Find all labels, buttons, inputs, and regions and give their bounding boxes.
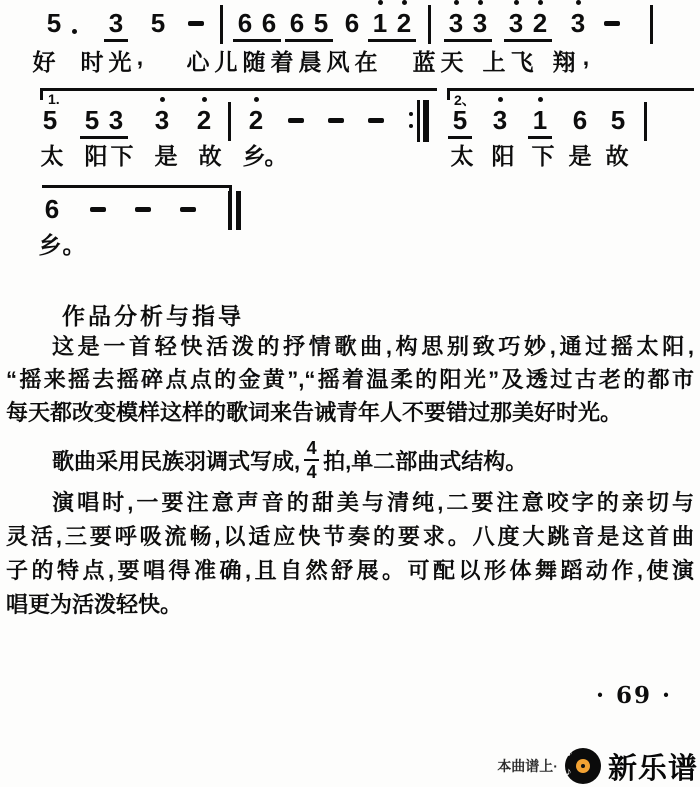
lyric-char: 故 xyxy=(605,143,629,169)
lyric-char: , xyxy=(136,44,144,70)
final-double-barline xyxy=(228,191,242,230)
time-signature-denominator: 4 xyxy=(306,462,317,483)
note-digit: 2 xyxy=(192,105,216,136)
dash-extension xyxy=(90,207,106,212)
volta-1-bracket xyxy=(40,88,437,91)
lyric-char: 着 xyxy=(270,49,294,75)
volta-2-bracket-continuation xyxy=(42,185,232,188)
octave-dot xyxy=(202,97,207,102)
volta-2-bracket-tick xyxy=(447,88,450,100)
lyric-char: 下 xyxy=(110,143,134,169)
note-digit: 5 xyxy=(309,8,333,42)
dash-extension xyxy=(368,118,384,123)
barline xyxy=(428,5,431,44)
music-note-icon: ♪ xyxy=(565,766,572,778)
fraction-bar xyxy=(304,459,319,462)
octave-dot xyxy=(378,0,383,5)
dash-extension xyxy=(135,207,151,212)
note-digit: 5 xyxy=(42,105,58,135)
note-digit: 5 xyxy=(150,8,166,38)
music-line-1-lyrics xyxy=(0,44,700,84)
lyric-char: 。 xyxy=(264,143,288,169)
octave-dot xyxy=(402,0,407,5)
analysis-paragraph-2 xyxy=(6,434,694,486)
volta-2-label: 2、 xyxy=(454,92,476,108)
note-digit: 2 xyxy=(392,8,416,42)
octave-dot xyxy=(454,0,459,5)
note-digit: 5 xyxy=(80,105,104,139)
lyric-char: 下 xyxy=(531,143,555,169)
note-digit: 5 xyxy=(46,8,62,38)
lyric-char: 太 xyxy=(40,143,64,169)
analysis-paragraph-1 xyxy=(6,330,694,429)
body-text-line: 唱更为活泼轻快。 xyxy=(6,592,183,617)
footer-note-text: 本曲谱上· xyxy=(497,758,558,774)
lyric-char: 晨 xyxy=(298,49,322,75)
octave-dot xyxy=(538,97,543,102)
augmentation-dot xyxy=(72,29,77,34)
music-line-3-lyrics xyxy=(0,227,700,267)
lyric-char: 飞 xyxy=(510,49,534,75)
lyric-char: 。 xyxy=(62,232,86,258)
vinyl-record-icon xyxy=(565,748,601,784)
note-digit: 3 xyxy=(468,8,492,42)
dash-extension xyxy=(328,118,344,123)
music-line-2-lyrics xyxy=(0,138,700,178)
note-digit: 6 xyxy=(344,8,360,38)
lyric-char: 阳 xyxy=(84,143,108,169)
lyric-char: 随 xyxy=(242,49,266,75)
octave-dot xyxy=(478,0,483,5)
octave-dot xyxy=(576,0,581,5)
end-repeat-sign xyxy=(408,100,434,142)
note-digit: 6 xyxy=(257,8,281,42)
repeat-dot xyxy=(409,112,413,116)
note-digit: 3 xyxy=(104,8,128,42)
lyric-char: 上 xyxy=(482,49,506,75)
lyric-char: 是 xyxy=(568,143,592,169)
note-digit: 3 xyxy=(488,105,512,136)
note-digit: 5 xyxy=(610,105,626,135)
dash-extension xyxy=(604,21,620,26)
music-line-1-notes xyxy=(0,8,700,48)
lyric-char: 好 xyxy=(32,49,56,75)
lyric-char: 蓝 xyxy=(412,49,436,75)
note-digit: 1 xyxy=(528,105,552,139)
lyric-char: 故 xyxy=(198,143,222,169)
lyric-char: 时 xyxy=(80,49,104,75)
lyric-char: , xyxy=(582,44,590,70)
barline xyxy=(644,102,647,141)
barline xyxy=(220,5,223,44)
analysis-heading: 作品分析与指导 xyxy=(62,303,244,330)
barline xyxy=(650,5,653,44)
octave-dot xyxy=(538,0,543,5)
note-digit: 3 xyxy=(566,8,590,39)
volta-2-bracket xyxy=(447,88,694,91)
note-digit: 6 xyxy=(285,8,309,42)
note-digit: 6 xyxy=(233,8,257,42)
time-signature-numerator: 4 xyxy=(306,437,317,458)
lyric-char: 在 xyxy=(354,49,378,75)
note-digit: 6 xyxy=(44,194,60,224)
octave-dot xyxy=(514,0,519,5)
lyric-char: 乡 xyxy=(38,232,62,258)
music-note-icon: ♪ xyxy=(566,747,573,759)
note-digit: 2 xyxy=(528,8,552,42)
analysis-paragraph-3 xyxy=(6,486,694,622)
volta-1-bracket-tick xyxy=(40,88,43,100)
lyric-char: 儿 xyxy=(214,49,238,75)
dash-extension xyxy=(288,118,304,123)
body-text-line: 每天都改变模样这样的歌词来告诫青年人不要错过那美好时光。 xyxy=(6,400,623,425)
lyric-char: 太 xyxy=(450,143,474,169)
body-text-line: 子的特点,要唱得准确,且自然舒展。可配以形体舞蹈动作,使演 xyxy=(6,558,694,583)
lyric-char: 是 xyxy=(154,143,178,169)
double-bar-thin xyxy=(228,191,232,230)
volta-1-label: 1. xyxy=(48,91,60,107)
dash-extension xyxy=(188,21,204,26)
lyric-char: 光 xyxy=(108,49,132,75)
body-text-line: “摇来摇去摇碎点点的金黄”,“摇着温柔的阳光”及透过古老的都市 xyxy=(6,367,694,392)
note-digit: 3 xyxy=(444,8,468,42)
double-bar-thick xyxy=(236,191,241,230)
time-signature xyxy=(304,439,319,482)
lyric-char: 心 xyxy=(186,49,210,75)
note-digit: 2 xyxy=(244,105,268,136)
lyric-char: 天 xyxy=(440,49,464,75)
lyric-char: 阳 xyxy=(491,143,515,169)
note-digit: 3 xyxy=(150,105,174,136)
dash-extension xyxy=(180,207,196,212)
note-digit: 6 xyxy=(572,105,588,135)
lyric-char: 风 xyxy=(326,49,350,75)
page-number: · 69 · xyxy=(595,682,673,709)
body-text-line: 这是一首轻快活泼的抒情歌曲,构思别致巧妙,通过摇太阳, xyxy=(52,334,694,359)
lyric-char: 乡 xyxy=(242,143,266,169)
octave-dot xyxy=(498,97,503,102)
para2-text-before: 歌曲采用民族羽调式写成, xyxy=(52,448,301,474)
lyric-char: 翔 xyxy=(552,49,576,75)
note-digit: 3 xyxy=(104,105,128,139)
note-digit: 1 xyxy=(368,8,392,42)
octave-dot xyxy=(160,97,165,102)
body-text-line: 演唱时,一要注意声音的甜美与清纯,二要注意咬字的亲切与 xyxy=(52,490,694,515)
brand-name: 新乐谱 xyxy=(607,752,698,785)
repeat-thick-bar xyxy=(423,100,429,142)
vinyl-center-hole xyxy=(581,764,585,768)
para2-text-after: 拍,单二部曲式结构。 xyxy=(323,448,528,474)
note-digit: 3 xyxy=(504,8,528,42)
repeat-thin-bar xyxy=(417,100,420,142)
octave-dot xyxy=(254,97,259,102)
body-text-line: 灵活,三要呼吸流畅,以适应快节奏的要求。八度大跳音是这首曲 xyxy=(6,524,694,549)
barline xyxy=(228,102,231,141)
repeat-dot xyxy=(409,124,413,128)
footer-watermark xyxy=(497,746,698,786)
note-digit: 5 xyxy=(448,105,472,139)
